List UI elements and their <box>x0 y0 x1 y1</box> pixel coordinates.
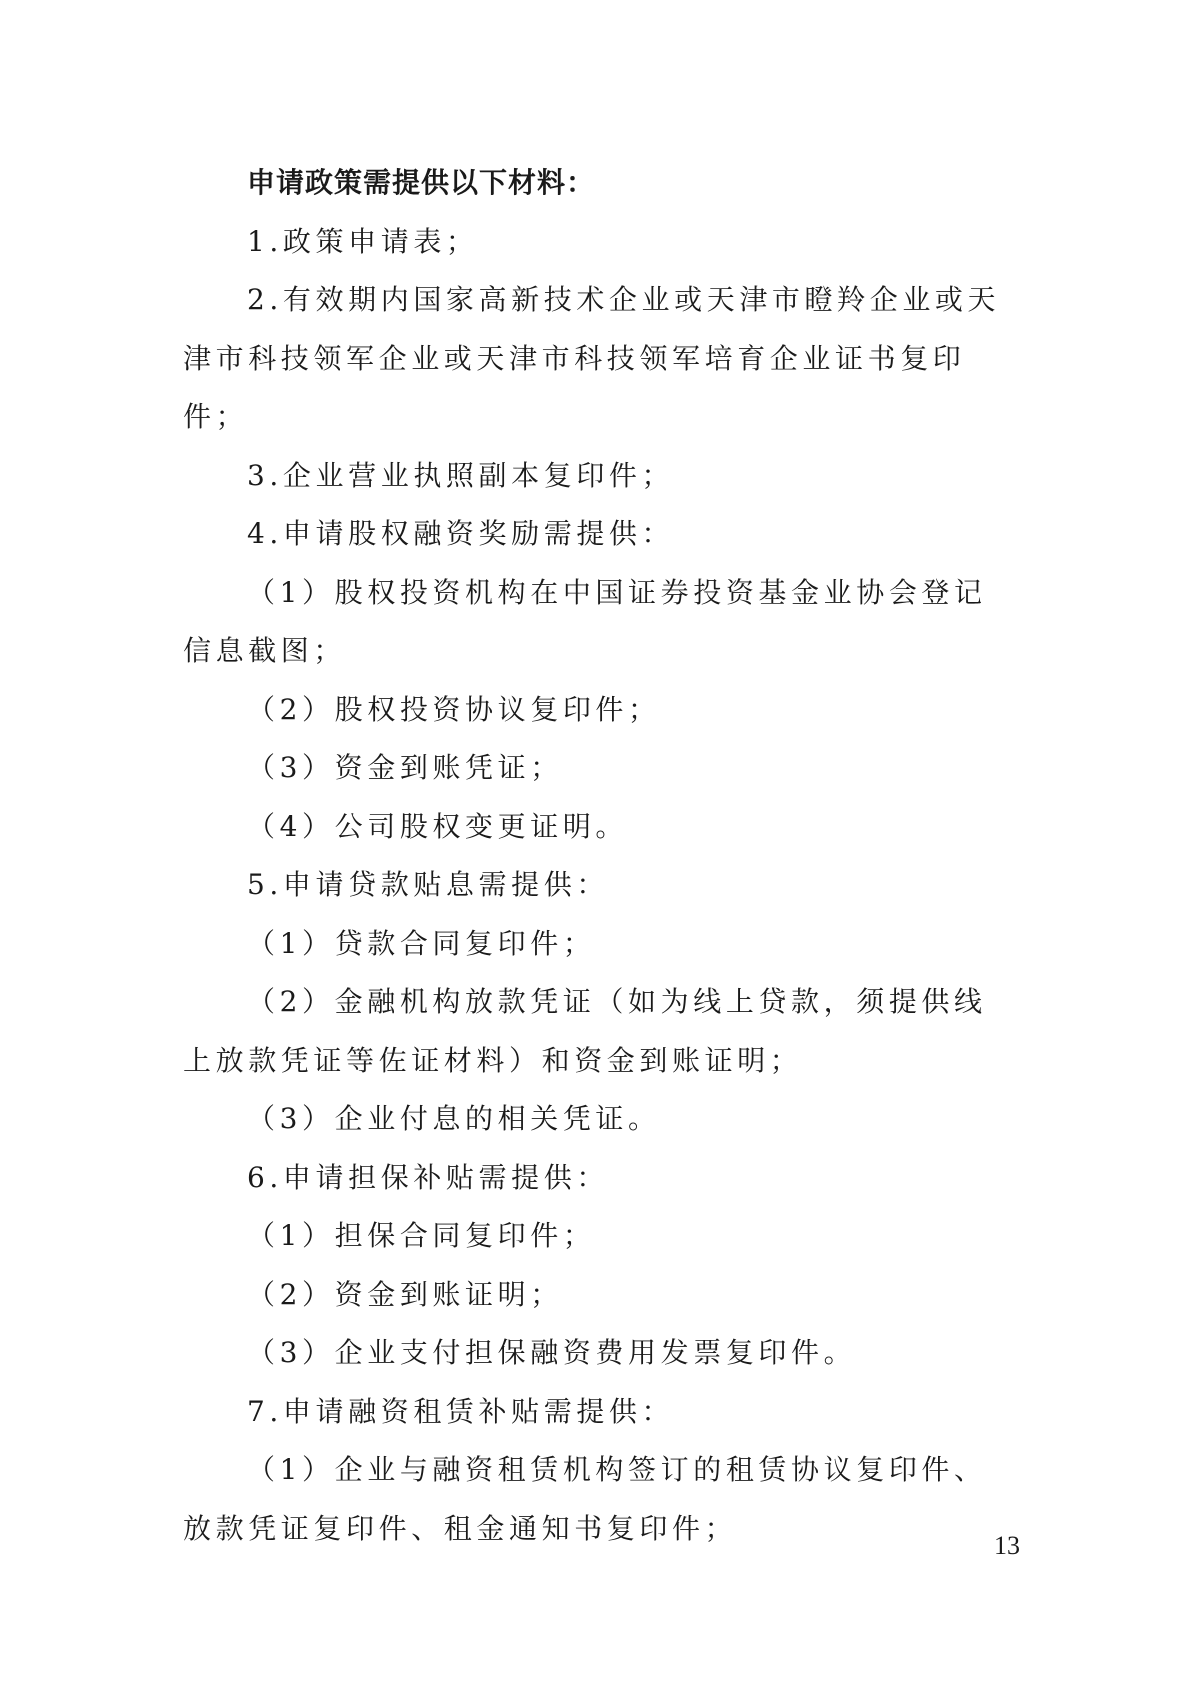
list-item-7: 7.申请融资租赁补贴需提供： <box>247 1394 675 1428</box>
list-item-6: 6.申请担保补贴需提供： <box>247 1160 609 1194</box>
sub-item-4-3: （3）资金到账凭证； <box>247 751 563 784</box>
sub-item-4-4: （4）公司股权变更证明。 <box>247 809 629 843</box>
sub-item-6-2: （2）资金到账证明； <box>247 1277 563 1311</box>
sub-item-4-1: （1）股权投资机构在中国证券投资基金业协会登记信息截图； <box>183 575 987 667</box>
list-item-4: 4.申请股权融资奖励需提供： <box>247 517 675 550</box>
list-item-3: 3.企业营业执照副本复印件； <box>247 458 675 492</box>
page-number: 13 <box>994 1531 1020 1560</box>
sub-item-5-2: （2）金融机构放款凭证（如为线上贷款，须提供线上放款凭证等佐证材料）和资金到账证明； <box>183 985 987 1077</box>
sub-item-5-3: （3）企业付息的相关凭证。 <box>247 1102 661 1135</box>
list-item-1: 1.政策申请表； <box>247 224 479 258</box>
list-item-2: 2.有效期内国家高新技术企业或天津市瞪羚企业或天津市科技领军企业或天津市科技领军培育企业证书复印件； <box>183 283 1001 433</box>
sub-item-5-1: （1）贷款合同复印件； <box>247 926 596 960</box>
document-body <box>183 154 1019 1558</box>
list-item-5: 5.申请贷款贴息需提供： <box>247 868 609 901</box>
sub-item-4-2: （2）股权投资协议复印件； <box>247 692 661 726</box>
sub-item-7-1: （1）企业与融资租赁机构签订的租赁协议复印件、放款凭证复印件、租金通知书复印件； <box>183 1453 987 1545</box>
section-heading: 申请政策需提供以下材料： <box>247 166 596 199</box>
sub-item-6-1: （1）担保合同复印件； <box>247 1219 596 1252</box>
sub-item-6-3: （3）企业支付担保融资费用发票复印件。 <box>247 1336 857 1369</box>
